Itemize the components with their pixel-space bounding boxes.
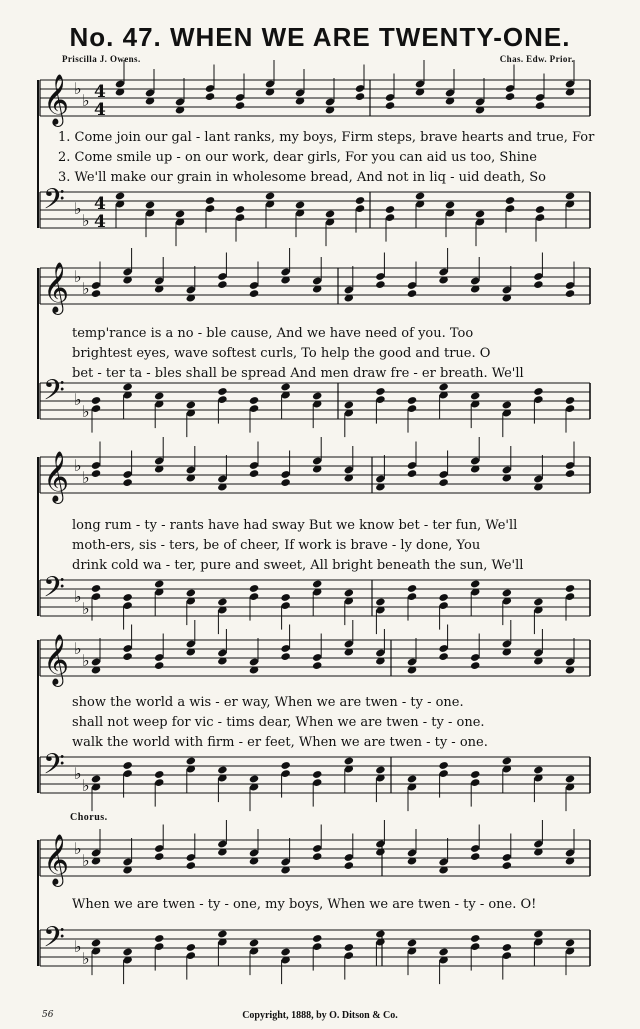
lyric-line: long rum - ty - rants have had sway But we know bet - ter fun, We'll bbox=[72, 518, 518, 533]
note-head bbox=[470, 391, 480, 400]
note-head bbox=[565, 774, 575, 783]
note-head bbox=[154, 661, 164, 670]
note-head bbox=[415, 191, 425, 200]
page-title: No. 47. WHEN WE ARE TWENTY-ONE. bbox=[69, 22, 571, 52]
note-head bbox=[122, 652, 132, 661]
flat-icon: ♭ bbox=[82, 949, 90, 968]
note-head bbox=[91, 396, 101, 405]
note-head bbox=[249, 396, 259, 405]
note-head bbox=[375, 280, 385, 289]
note-head bbox=[565, 289, 575, 298]
note-head bbox=[122, 593, 132, 602]
note-head bbox=[186, 400, 196, 409]
note-head bbox=[217, 929, 227, 938]
time-signature: 4 bbox=[94, 212, 106, 232]
note-head bbox=[355, 92, 365, 101]
note-head bbox=[122, 382, 132, 391]
lyric-line: 2. Come smile up - on our work, dear girls, For you can aid us too, Shine bbox=[58, 150, 537, 165]
note-head bbox=[407, 774, 417, 783]
note-head bbox=[344, 861, 354, 870]
flat-icon: ♭ bbox=[74, 199, 82, 218]
flat-icon: ♭ bbox=[82, 776, 90, 795]
note-head bbox=[475, 209, 485, 218]
flat-icon: ♭ bbox=[74, 839, 82, 858]
note-head bbox=[438, 761, 448, 770]
note-head bbox=[280, 593, 290, 602]
note-head bbox=[502, 756, 512, 765]
note-head bbox=[470, 661, 480, 670]
note-head bbox=[91, 938, 101, 947]
note-head bbox=[470, 579, 480, 588]
note-head bbox=[407, 938, 417, 947]
note-head bbox=[533, 387, 543, 396]
note-head bbox=[385, 205, 395, 214]
note-head bbox=[502, 861, 512, 870]
treble-clef-icon: 𝄞 bbox=[43, 262, 70, 313]
note-head bbox=[91, 289, 101, 298]
note-head bbox=[505, 92, 515, 101]
flat-icon: ♭ bbox=[82, 402, 90, 421]
note-head bbox=[407, 469, 417, 478]
bass-clef-icon: 𝄢 bbox=[43, 183, 65, 223]
chorus-label: Chorus. bbox=[70, 812, 108, 823]
note-head bbox=[312, 934, 322, 943]
note-head bbox=[280, 382, 290, 391]
page-number: 56 bbox=[42, 1010, 54, 1020]
note-head bbox=[175, 209, 185, 218]
flat-icon: ♭ bbox=[82, 91, 90, 110]
note-head bbox=[186, 943, 196, 952]
note-head bbox=[115, 191, 125, 200]
lyric-line: moth-ers, sis - ters, be of cheer, If work is brave - ly done, You bbox=[72, 538, 481, 553]
time-signature: 4 bbox=[94, 82, 106, 102]
note-head bbox=[235, 205, 245, 214]
note-head bbox=[249, 774, 259, 783]
note-head bbox=[535, 205, 545, 214]
note-head bbox=[154, 579, 164, 588]
note-head bbox=[344, 400, 354, 409]
flat-icon: ♭ bbox=[82, 211, 90, 230]
note-head bbox=[438, 652, 448, 661]
note-head bbox=[265, 191, 275, 200]
note-head bbox=[355, 196, 365, 205]
bass-clef-icon: 𝄢 bbox=[43, 748, 65, 788]
flat-icon: ♭ bbox=[74, 639, 82, 658]
flat-icon: ♭ bbox=[82, 851, 90, 870]
note-head bbox=[502, 588, 512, 597]
note-head bbox=[375, 597, 385, 606]
note-head bbox=[217, 765, 227, 774]
lyricist-credit: Priscilla J. Owens. bbox=[62, 54, 141, 64]
note-head bbox=[565, 584, 575, 593]
flat-icon: ♭ bbox=[82, 599, 90, 618]
note-head bbox=[565, 938, 575, 947]
lyric-line: 3. We'll make our grain in wholesome bread, And not in liq - uid death, So bbox=[58, 170, 546, 185]
copyright-notice: Copyright, 1888, by O. Ditson & Co. bbox=[242, 1010, 398, 1021]
note-head bbox=[344, 588, 354, 597]
note-head bbox=[470, 770, 480, 779]
note-head bbox=[217, 387, 227, 396]
lyric-line: show the world a wis - er way, When we are twen - ty - one. bbox=[72, 695, 464, 710]
note-head bbox=[533, 765, 543, 774]
lyric-line: brightest eyes, wave softest curls, To help the good and true. O bbox=[72, 346, 491, 361]
note-head bbox=[249, 289, 259, 298]
note-head bbox=[280, 947, 290, 956]
lyric-line: drink cold wa - ter, pure and sweet, All bright beneath the sun, We'll bbox=[72, 558, 524, 573]
flat-icon: ♭ bbox=[82, 651, 90, 670]
note-head bbox=[312, 770, 322, 779]
note-head bbox=[565, 469, 575, 478]
flat-icon: ♭ bbox=[82, 279, 90, 298]
note-head bbox=[280, 478, 290, 487]
note-head bbox=[235, 101, 245, 110]
note-head bbox=[249, 584, 259, 593]
flat-icon: ♭ bbox=[74, 267, 82, 286]
note-head bbox=[145, 200, 155, 209]
note-head bbox=[407, 584, 417, 593]
note-head bbox=[295, 200, 305, 209]
note-head bbox=[91, 584, 101, 593]
note-head bbox=[438, 478, 448, 487]
note-head bbox=[325, 209, 335, 218]
note-head bbox=[217, 280, 227, 289]
flat-icon: ♭ bbox=[74, 764, 82, 783]
note-head bbox=[375, 387, 385, 396]
note-head bbox=[344, 756, 354, 765]
note-head bbox=[249, 469, 259, 478]
note-head bbox=[91, 774, 101, 783]
flat-icon: ♭ bbox=[74, 937, 82, 956]
bass-clef-icon: 𝄢 bbox=[43, 571, 65, 611]
note-head bbox=[312, 391, 322, 400]
note-head bbox=[91, 469, 101, 478]
treble-clef-icon: 𝄞 bbox=[43, 834, 70, 885]
note-head bbox=[122, 947, 132, 956]
treble-clef-icon: 𝄞 bbox=[43, 74, 70, 125]
note-head bbox=[565, 396, 575, 405]
note-head bbox=[205, 196, 215, 205]
note-head bbox=[375, 765, 385, 774]
note-head bbox=[154, 391, 164, 400]
note-head bbox=[438, 947, 448, 956]
note-head bbox=[312, 661, 322, 670]
note-head bbox=[249, 938, 259, 947]
flat-icon: ♭ bbox=[74, 390, 82, 409]
lyric-line: 1. Come join our gal - lant ranks, my boys, Firm steps, brave hearts and true, For bbox=[58, 130, 595, 145]
lyric-line: walk the world with firm - er feet, When we are twen - ty - one. bbox=[72, 735, 488, 750]
flat-icon: ♭ bbox=[74, 456, 82, 475]
bass-clef-icon: 𝄢 bbox=[43, 374, 65, 414]
flat-icon: ♭ bbox=[74, 79, 82, 98]
note-head bbox=[186, 756, 196, 765]
treble-clef-icon: 𝄞 bbox=[43, 634, 70, 685]
time-signature: 4 bbox=[94, 194, 106, 214]
note-head bbox=[502, 943, 512, 952]
note-head bbox=[438, 382, 448, 391]
flat-icon: ♭ bbox=[74, 587, 82, 606]
note-head bbox=[312, 579, 322, 588]
note-head bbox=[375, 929, 385, 938]
flat-icon: ♭ bbox=[82, 468, 90, 487]
note-head bbox=[407, 396, 417, 405]
note-head bbox=[438, 593, 448, 602]
note-head bbox=[533, 597, 543, 606]
composer-credit: Chas. Edw. Prior. bbox=[499, 54, 574, 64]
note-head bbox=[445, 200, 455, 209]
lyric-line: shall not weep for vic - tims dear, When we are twen - ty - one. bbox=[72, 715, 485, 730]
note-head bbox=[122, 761, 132, 770]
note-head bbox=[344, 943, 354, 952]
note-head bbox=[154, 934, 164, 943]
note-head bbox=[217, 597, 227, 606]
note-head bbox=[312, 852, 322, 861]
time-signature: 4 bbox=[94, 100, 106, 120]
note-head bbox=[407, 289, 417, 298]
note-head bbox=[535, 101, 545, 110]
note-head bbox=[470, 934, 480, 943]
note-head bbox=[280, 761, 290, 770]
note-head bbox=[205, 92, 215, 101]
note-head bbox=[385, 101, 395, 110]
note-head bbox=[122, 478, 132, 487]
note-head bbox=[505, 196, 515, 205]
bass-clef-icon: 𝄢 bbox=[43, 921, 65, 961]
note-head bbox=[186, 588, 196, 597]
note-head bbox=[502, 400, 512, 409]
note-head bbox=[154, 770, 164, 779]
lyric-line: bet - ter ta - bles shall be spread And men draw fre - er breath. We'll bbox=[72, 366, 524, 381]
note-head bbox=[565, 191, 575, 200]
lyric-line: temp'rance is a no - ble cause, And we have need of you. Too bbox=[72, 326, 474, 341]
note-head bbox=[186, 861, 196, 870]
lyric-line: When we are twen - ty - one, my boys, When we are twen - ty - one. O! bbox=[72, 897, 537, 912]
note-head bbox=[533, 280, 543, 289]
treble-clef-icon: 𝄞 bbox=[43, 451, 70, 502]
note-head bbox=[280, 652, 290, 661]
note-head bbox=[470, 852, 480, 861]
note-head bbox=[154, 852, 164, 861]
note-head bbox=[533, 929, 543, 938]
